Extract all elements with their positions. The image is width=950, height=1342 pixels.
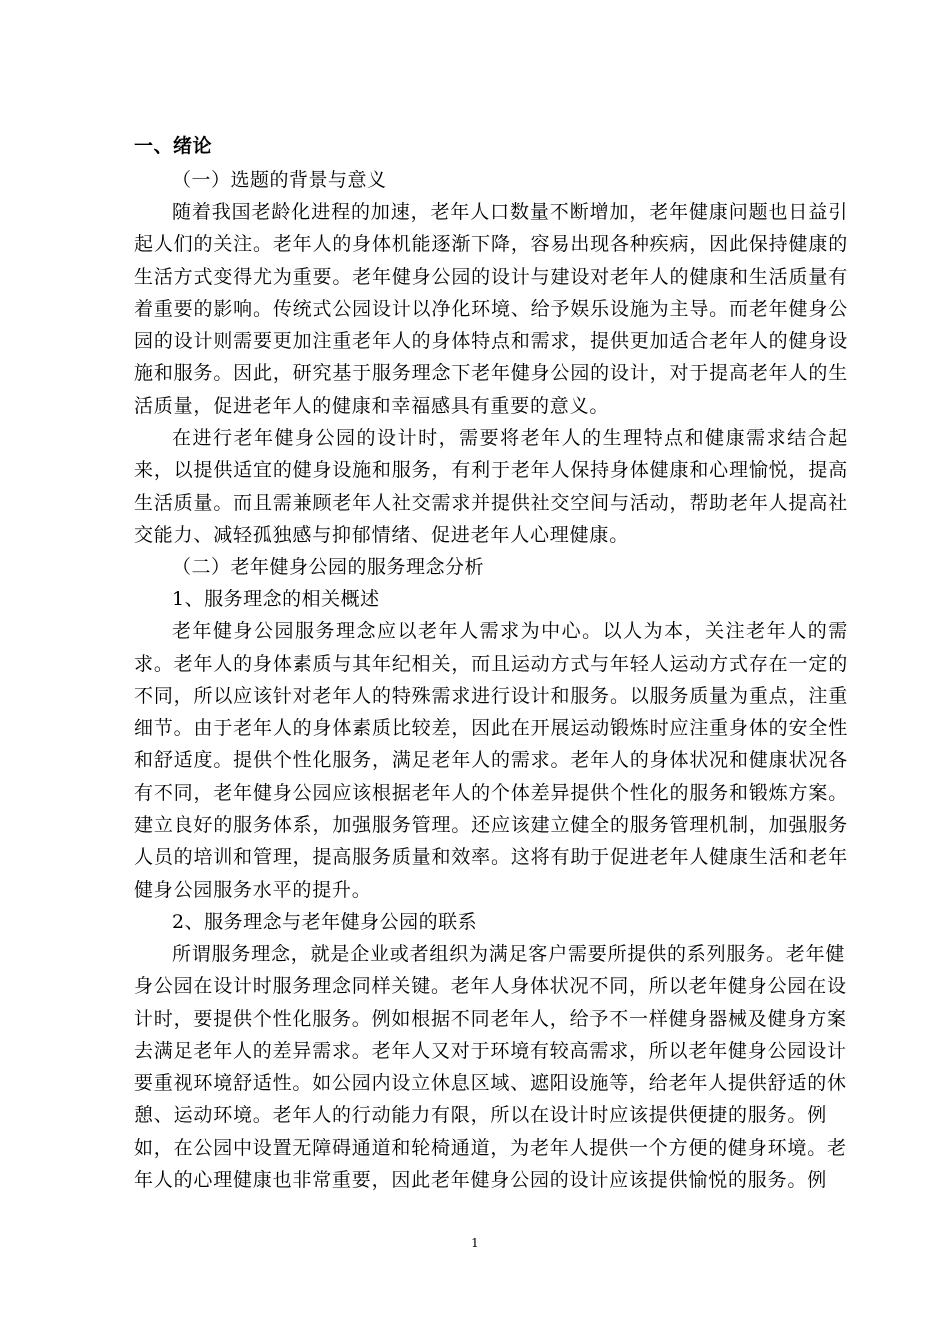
paragraph-background-2: 在进行老年健身公园的设计时，需要将老年人的生理特点和健康需求结合起来，以提供适宜的健身设施和服务，有利于老年人保持身体健康和心理愉悦，提高生活质量。而且需兼顾老年人社交需求并提供社交空间与活动，帮助老年人提高社交能力、减轻孤独感与抑郁情绪、促进老年人心理健康。 [134, 427, 848, 546]
page-number: 1 [471, 1236, 479, 1250]
subsection-title-relation: 2、服务理念与老年健身公园的联系 [172, 910, 478, 933]
section-title-service-concept: （二）老年健身公园的服务理念分析 [172, 556, 485, 579]
paragraph-overview: 老年健身公园服务理念应以老年人需求为中心。以人为本，关注老年人的需求。老年人的身体素质与其年纪相关，而且运动方式与年轻人运动方式存在一定的不同，所以应该针对老年人的特殊需求进行设计和服务。以服务质量为重点，注重细节。由于老年人的身体素质比较差，因此在开展运动锻炼时应注重身体的安全性和舒适度。提供个性化服务，满足老年人的需求。老年人的身体状况和健康状况各有不同，老年健身公园应该根据老年人的个体差异提供个性化的服务和锻炼方案。建立良好的服务体系，加强服务管理。还应该建立健全的服务管理机制，加强服务人员的培训和管理，提高服务质量和效率。这将有助于促进老年人健康生活和老年健身公园服务水平的提升。 [134, 620, 848, 901]
section-title-background: （一）选题的背景与意义 [172, 169, 387, 191]
paragraph-background-1: 随着我国老龄化进程的加速，老年人口数量不断增加，老年健康问题也日益引起人们的关注。老年人的身体机能逐渐下降，容易出现各种疾病，因此保持健康的生活方式变得尤为重要。老年健身公园的设计与建设对老年人的健康和生活质量有着重要的影响。传统式公园设计以净化环境、给予娱乐设施为主导。而老年健身公园的设计则需要更加注重老年人的身体特点和需求，提供更加适合老年人的健身设施和服务。因此，研究基于服务理念下老年健身公园的设计，对于提高老年人的生活质量，促进老年人的健康和幸福感具有重要的意义。 [134, 201, 848, 417]
chapter-heading: 一、绪论 [134, 135, 213, 157]
subsection-title-overview: 1、服务理念的相关概述 [172, 588, 380, 611]
paragraph-relation: 所谓服务理念，就是企业或者组织为满足客户需要所提供的系列服务。老年健身公园在设计时服务理念同样关键。老年人身体状况不同，所以老年健身公园在设计时，要提供个性化服务。例如根据不同老年人，给予不一样健身器械及健身方案去满足老年人的差异需求。老年人又对于环境有较高需求，所以老年健身公园设计要重视环境舒适性。如公园内设立休息区域、遮阳设施等，给老年人提供舒适的休憩、运动环境。老年人的行动能力有限，所以在设计时应该提供便捷的服务。例如，在公园中设置无障碍通道和轮椅通道，为老年人提供一个方便的健身环境。老年人的心理健康也非常重要，因此老年健身公园的设计应该提供愉悦的服务。例 [134, 942, 847, 1192]
document-page [134, 128, 848, 1196]
